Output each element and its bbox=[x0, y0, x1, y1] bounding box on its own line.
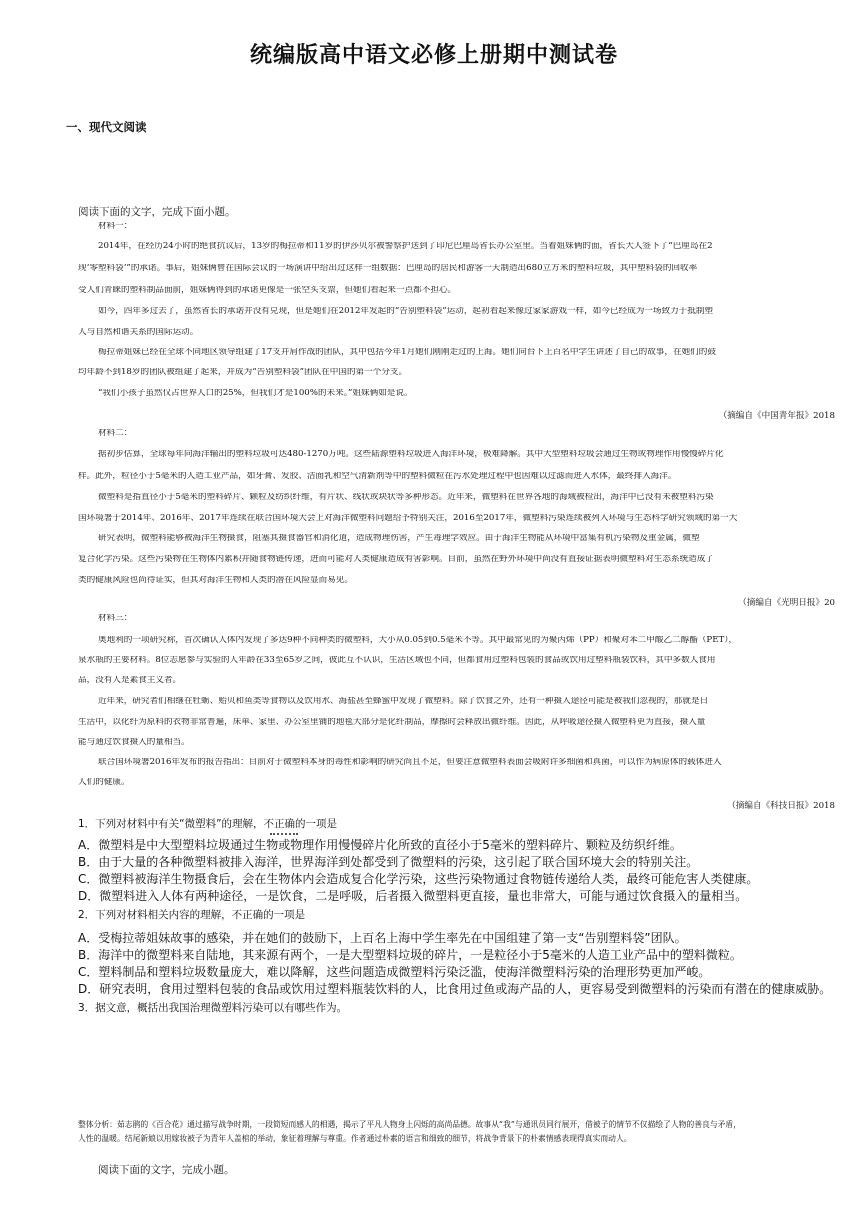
material3-paragraph1-line1: 奥地利的一项研究称，首次确认人体内发现了多达9种不同种类的微塑料，大小从0.05到0.5毫米不等。其中最常见的为聚丙烯（PP）和聚对苯二甲酸乙二醇酯（PET）， bbox=[98, 636, 738, 645]
material2-source: （摘编自《光明日报》20 bbox=[738, 598, 835, 608]
material3-paragraph2-line2: 生活中，以化纤为原料的衣物非常普遍，床单、家里、办公室里铺的地毯大部分是化纤制品，摩擦时会释放出微纤维。因此，从呼吸途径摄入微塑料更为直接，摄入量 bbox=[78, 718, 706, 727]
question1-option-a[interactable]: A．微塑料是中大型塑料垃圾通过生物或物理作用慢慢碎片化所致的直径小于5毫米的塑料碎片、颗粒及纺织纤维。 bbox=[78, 838, 682, 852]
analysis-line1: 整体分析：茹志鹃的《百合花》通过描写战争时期，一段简短而感人的相遇，揭示了平凡人物身上闪烁的高尚品德。故事从“我”与通讯员同行展开，借被子的情节不仅描绘了人物的善良与矛盾， bbox=[78, 1120, 742, 1129]
material3-paragraph1-line2: 泉水瓶的主要材料。8位志愿参与实验的人年龄在33至65岁之间，彼此互不认识，生活区域也不同，但都食用过塑料包装的食品或饮用过塑料瓶装饮料，其中多数人食用 bbox=[78, 656, 716, 665]
material2-paragraph2-line2: 国环境署于2014年、2016年、2017年连续在联合国环境大会上对海洋微塑料问题给予特别关注，2016至2017年，微塑料污染连续被列入环境与生态科学研究领域的第一大 bbox=[78, 514, 738, 523]
material2-paragraph3-line2: 复合化学污染。这些污染物在生物体内累积并随食物链传递，进而可能对人类健康造成有害影响。目前，虽然在野外环境中尚没有直接证据表明微塑料对生态系统造成了 bbox=[78, 555, 714, 564]
question2-option-b[interactable]: B．海洋中的微塑料来自陆地，其来源有两个，一是大型塑料垃圾的碎片，一是粒径小于5毫米的人造工业产品中的塑料微粒。 bbox=[78, 948, 742, 962]
material1-source: （摘编自《中国青年报》2018 bbox=[718, 411, 835, 421]
material3-source: （摘编自《科技日报》2018 bbox=[727, 801, 835, 811]
material3-paragraph2-line3: 能与通过饮食摄入的量相当。 bbox=[78, 738, 190, 747]
material3-paragraph3-line1: 联合国环境署2016年发布的报告指出：目前对于微塑料本身的毒性和影响的研究尚且不足，但要注意微塑料表面会吸附许多细菌和真菌，可以作为病原体的载体进入 bbox=[98, 758, 722, 767]
question2-option-d[interactable]: D．研究表明，食用过塑料包装的食品或饮用过塑料瓶装饮料的人，比食用过鱼或海产品的人，更容易受到微塑料的污染而有潜在的健康威胁。 bbox=[78, 982, 832, 996]
reading-instruction-2: 阅读下面的文字，完成小题。 bbox=[98, 1164, 235, 1176]
material2-paragraph3-line3: 类的健康风险也尚待证实，但其对海洋生物和人类的潜在风险显而易见。 bbox=[78, 576, 354, 585]
material2-paragraph1-line2: 样。此外，粒径小于5毫米的人造工业产品，如牙膏、发胶、洁面乳和空气清新剂等中的塑料微粒在污水处理过程中也因难以过滤而进入水体，最终排入海洋。 bbox=[78, 472, 677, 481]
question1-stem: 1．下列对材料中有关“微塑料”的理解，不正确的一项是 bbox=[78, 818, 338, 830]
reading-instruction: 阅读下面的文字，完成下面小题。 bbox=[78, 206, 236, 218]
question2-stem: 2．下列对材料相关内容的理解，不正确的一项是 bbox=[78, 909, 306, 921]
material3-label: 材料三： bbox=[98, 614, 133, 623]
page-title: 统编版高中语文必修上册期中测试卷 bbox=[249, 42, 618, 68]
question2-option-a[interactable]: A．受梅拉蒂姐妹故事的感染，并在她们的鼓励下，上百名上海中学生率先在中国组建了第一支“告别塑料袋”团队。 bbox=[78, 931, 687, 945]
material1-paragraph1-line2: 现‘零塑料袋’”的承诺。事后，姐妹俩曾在国际会议的一场演讲中给出过这样一组数据：巴厘岛的居民和游客一天制造出680立方米的塑料垃圾，其中塑料袋的回收率 bbox=[78, 264, 698, 273]
material1-paragraph3-line2: 均年龄不到18岁的团队被组建了起来，并成为“告别塑料袋”团队在中国的第一个分支。 bbox=[78, 368, 408, 377]
question2-option-c[interactable]: C．塑料制品和塑料垃圾数量庞大，难以降解，这些问题造成微塑料污染泛滥，使海洋微塑料污染的治理形势更加严峻。 bbox=[78, 965, 711, 979]
material2-paragraph3-line1: 研究表明，微塑料能够被海洋生物摄食，阻塞其摄食器官和消化道，造成物理伤害，产生毒理学效应。由于海洋生物能从环境中富集有机污染物及重金属，微塑 bbox=[98, 534, 700, 543]
material1-label: 材料一： bbox=[98, 222, 133, 231]
material2-paragraph1-line1: 据初步估算，全球每年向海洋输出的塑料垃圾可达480-1270万吨。这些陆源塑料垃圾进入海洋环境，极难降解。其中大型塑料垃圾会通过生物或物理作用慢慢碎片化 bbox=[98, 450, 724, 459]
question1-option-d[interactable]: D．微塑料进入人体有两种途径，一是饮食，二是呼吸，后者摄入微塑料更直接，量也非常大，可能与通过饮食摄入的量相当。 bbox=[78, 889, 748, 903]
material1-paragraph2-line2: 人与自然和谐关系的国际运动。 bbox=[78, 328, 199, 337]
material3-paragraph1-line3: 品，没有人是素食主义者。 bbox=[78, 676, 182, 685]
question1-option-b[interactable]: B．由于大量的各种微塑料被排入海洋，世界海洋到处都受到了微塑料的污染，这引起了联合国环境大会的特别关注。 bbox=[78, 855, 699, 869]
material2-paragraph2-line1: 微塑料是指直径小于5毫米的塑料碎片、颗粒及纺织纤维，有片状、线状或块状等多种形态。近年来，微塑料在世界各地的海域被检出，海洋中已没有未被塑料污染 bbox=[98, 493, 714, 502]
material1-paragraph4: “我们小孩子虽然仅占世界人口的25%，但我们才是100%的未来。”姐妹俩如是说。 bbox=[98, 389, 413, 398]
analysis-line2: 人性的温暖。结尾新娘以用嫁妆被子为青年人盖棺的举动，象征着理解与尊重。作者通过朴素的语言和细致的细节，将战争背景下的朴素情感表现得真实而动人。 bbox=[78, 1134, 632, 1143]
material1-paragraph1-line1: 2014年，在经历24小时的绝食抗议后，13岁的梅拉蒂和11岁的伊莎贝尔被警察护送到了印尼巴厘岛省长办公室里。当着姐妹俩的面，省长大人签下了“巴厘岛在2 bbox=[98, 242, 713, 251]
question3-stem: 3．据文意，概括出我国治理微塑料污染可以有哪些作为。 bbox=[78, 1002, 348, 1014]
material3-paragraph2-line1: 近年来，研究者们相继在牡蛎、贻贝和鱼类等食物以及饮用水、海盐甚至蜂蜜中发现了微塑料。除了饮食之外，还有一种摄入途径可能是被我们忽视的，那就是日 bbox=[98, 697, 709, 706]
material1-paragraph1-line3: 受人们青睐的塑料制品面前，姐妹俩得到的承诺更像是一张空头支票，但她们看起来一点都不担心。 bbox=[78, 286, 457, 295]
section-heading: 一、现代文阅读 bbox=[66, 120, 147, 134]
material2-label: 材料二： bbox=[98, 429, 133, 438]
material1-paragraph2-line1: 如今，四年多过去了，虽然省长的承诺并没有兑现，但是她们在2012年发起的“告别塑料袋”运动，起初看起来像过家家游戏一样，如今已经成为一场致力于抵制塑 bbox=[98, 307, 714, 316]
material1-paragraph3-line1: 梅拉蒂姐妹已经在全球不同地区领导组建了17支并肩作战的团队，其中包括今年1月她们刚刚走过的上海。她们向台下上百名中学生讲述了自己的故事，在她们的鼓 bbox=[98, 348, 716, 357]
material3-paragraph3-line2: 人们的健康。 bbox=[78, 778, 130, 787]
question1-option-c[interactable]: C．微塑料被海洋生物摄食后，会在生物体内会造成复合化学污染，这些污染物通过食物链传递给人类，最终可能危害人类健康。 bbox=[78, 872, 759, 886]
